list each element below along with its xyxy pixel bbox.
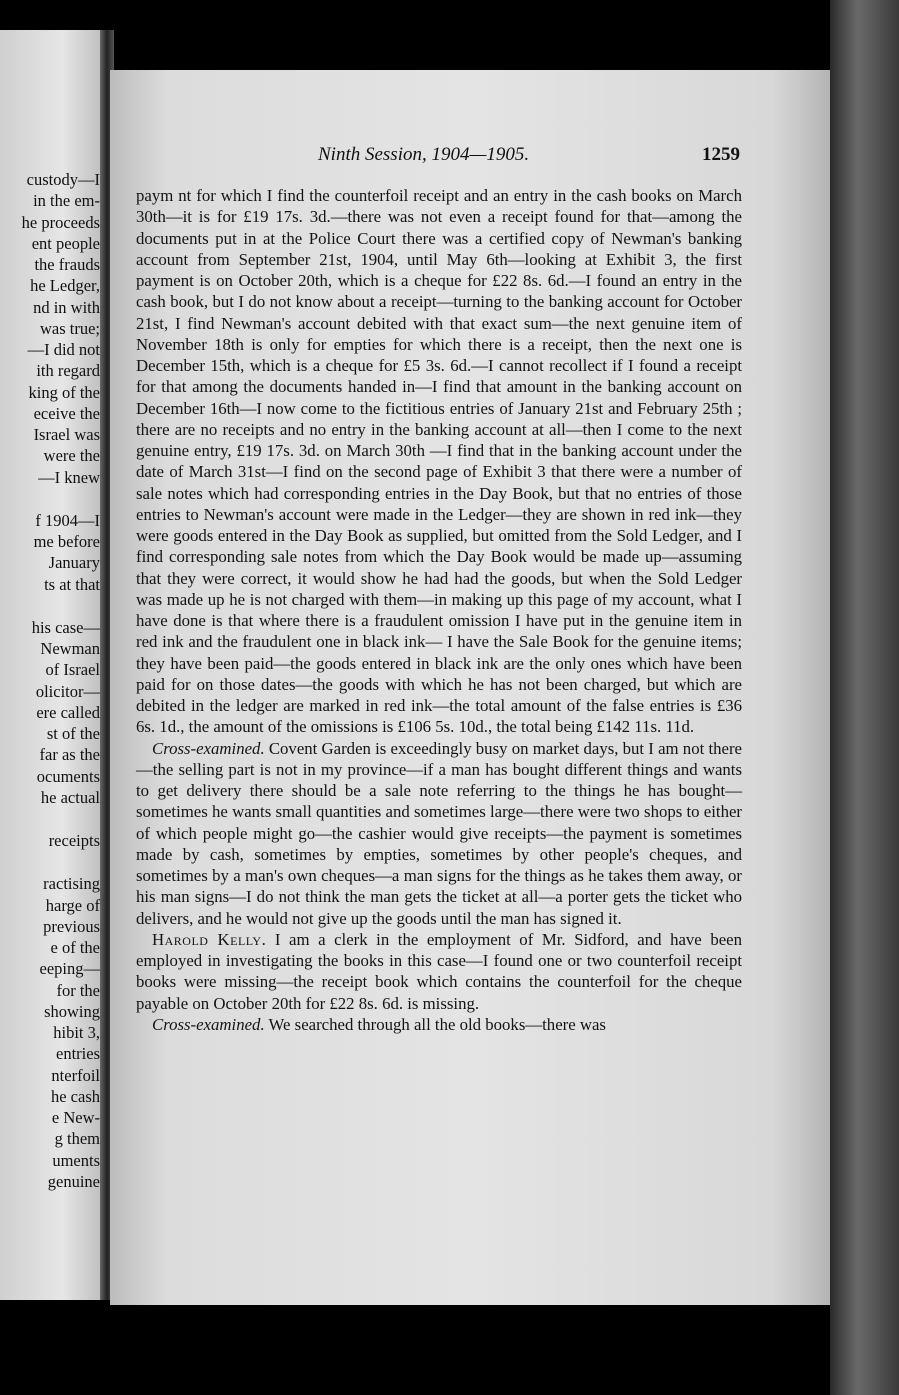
facing-page-text: genuine — [47, 1171, 100, 1191]
facing-page-text: he cash — [50, 1086, 100, 1106]
facing-page-text: Newman — [40, 639, 100, 658]
facing-page-text: he actual — [40, 787, 100, 807]
facing-page-text: he proceeds — [21, 212, 100, 232]
page-number: 1259 — [702, 144, 740, 165]
facing-page-text: nterfoil — [51, 1065, 100, 1085]
facing-page-text: g them — [54, 1129, 100, 1149]
facing-page-text: me before — [33, 532, 100, 551]
facing-page-text: ere called — [36, 702, 100, 722]
body-text — [136, 185, 742, 1035]
facing-page-text: uments — [52, 1150, 100, 1170]
facing-page-text: were the — [43, 446, 100, 466]
facing-page-text: hibit 3, — [53, 1023, 100, 1042]
facing-page-text: custody—I — [26, 170, 100, 189]
facing-page-text: e New- — [51, 1108, 100, 1127]
facing-page-text: f 1904—I — [35, 510, 100, 530]
facing-page-text: January — [48, 553, 100, 573]
paragraph-text: I am a clerk in the employment of Mr. Sidford, and have been employed in investigating the books in this case—I found one or two counterfoil receipt books were missing—the receipt book which contains the counterfoil for the cheque payable on October 20th for £22 8s. 6d. is missing. — [136, 929, 742, 1013]
facing-page-text: ent people — [31, 233, 100, 253]
facing-page-text: for the — [56, 980, 100, 1000]
facing-page-text: king of the — [28, 382, 100, 402]
facing-page-text: he Ledger, — [30, 276, 100, 296]
facing-page-text: eeping— — [39, 959, 100, 979]
paragraph-lead: Harold Kelly. — [152, 929, 267, 949]
paragraph-text: We searched through all the old books—there was — [264, 1014, 606, 1034]
facing-page-text: his case— — [31, 617, 100, 637]
facing-page-text: olicitor— — [35, 681, 100, 701]
paragraph-text: Covent Garden is exceedingly busy on market days, but I am not there—the selling part is not in my province—if a man has bought different things and wants to get delivery there should be a sale note referring to the things he has bought—sometimes he wants small quantities and sometimes large—there were two shops to either of which people might go—the cashier would give receipts—the payment is sometimes made by cash, sometimes by empties, sometimes by other people's cheques, and sometimes by a man's own cheques—a man signs for the things as he takes them away, or his man signs—I do not think the man gets the ticket at all—a porter gets the ticket who delivers, and he would not give up the goods until the man has signed it. — [136, 738, 742, 928]
page-edge — [830, 0, 899, 1395]
facing-page-text: Israel was — [33, 425, 100, 444]
paragraph-lead: Cross-examined. — [152, 1014, 265, 1034]
paragraph-lead: Cross-examined. — [152, 738, 265, 758]
facing-page-text: the frauds — [34, 255, 100, 274]
facing-page-text: of Israel — [45, 660, 100, 680]
facing-page-text: harge of — [45, 895, 100, 915]
facing-page-text: showing — [44, 1001, 100, 1021]
facing-page-text: in the em- — [33, 191, 100, 211]
facing-page-text: —I knew — [38, 467, 100, 487]
facing-page-text: e of the — [50, 938, 100, 957]
facing-page-text: entries — [56, 1044, 100, 1064]
facing-page-text: st of the — [46, 724, 100, 743]
facing-page-text: —I did not — [27, 340, 100, 359]
facing-page-text: ractising — [43, 874, 100, 894]
facing-page-fragment — [0, 30, 104, 1300]
facing-page-text: ocuments — [36, 766, 100, 786]
facing-page-text: was true; — [39, 318, 100, 338]
facing-page-text: ith regard — [36, 361, 100, 381]
running-title: Ninth Session, 1904—1905. — [318, 144, 530, 165]
paragraph — [136, 738, 742, 929]
facing-page-text: far as the — [39, 745, 100, 765]
facing-page-text: nd in with — [33, 297, 100, 317]
paragraph — [136, 929, 742, 1014]
page-header — [300, 140, 740, 170]
facing-page-text: eceive the — [33, 403, 100, 423]
paragraph-text: paym nt for which I find the counterfoil receipt and an entry in the cash books on March 30th—it is for £19 17s. 3d.—there was not even a receipt found for that—among the documents put in at the Police Court there was a certified copy of Newman's banking account from September 21st, 1904, until May 6th—looking at Exhibit 3, the first payment is on October 20th, which is a cheque for £22 8s. 6d.—I found an entry in the cash book, but I do not know about a receipt—turning to the banking account for October 21st, I find Newman's account debited with that exact sum—the next genuine item of November 18th is only for empties for which there is a receipt, then the next one is December 15th, which is a cheque for £5 3s. 6d.—I cannot recollect if I found a receipt for that among the documents handed in—I find that amount in the banking account on December 16th—I now come to the fictitious entries of January 21st and February 25th ; there are no receipts and no entry in the banking account at all—then I come to the next genuine entry, £19 17s. 3d. on March 30th —I find that in the banking account under the date of March 31st—I find on the second page of Exhibit 3 that there were a number of sale notes which had corresponding entries in the Day Book, but that no entries of those entries to Newman's account were made in the Ledger—they are shown in red ink—they were goods entered in the Day Book as supplied, but omitted from the Sold Ledger, and I find corresponding sale notes from which the Day Book would be made up—assuming that they were correct, it would show he had had the goods, but when the Sold Ledger was made up he is not charged with them—in making up this page of my account, what I have done is that where there is a fraudulent omission I have put in the genuine item in red ink and the fraudulent one in black ink— I have the Sale Book for the genuine items; they have been paid—the goods entered in black ink are the only ones which have been paid for on those dates—the goods with which he has not been charged, but which are debited in the ledger are marked in red ink—the total amount of the false entries is £36 6s. 1d., the amount of the omissions is £106 5s. 10d., the total being £142 11s. 11d. — [136, 186, 742, 737]
facing-page-text: ts at that — [44, 574, 100, 594]
facing-page-text: previous — [43, 916, 100, 936]
paragraph — [136, 185, 742, 738]
paragraph — [136, 1014, 742, 1035]
facing-page-text: receipts — [48, 831, 100, 850]
